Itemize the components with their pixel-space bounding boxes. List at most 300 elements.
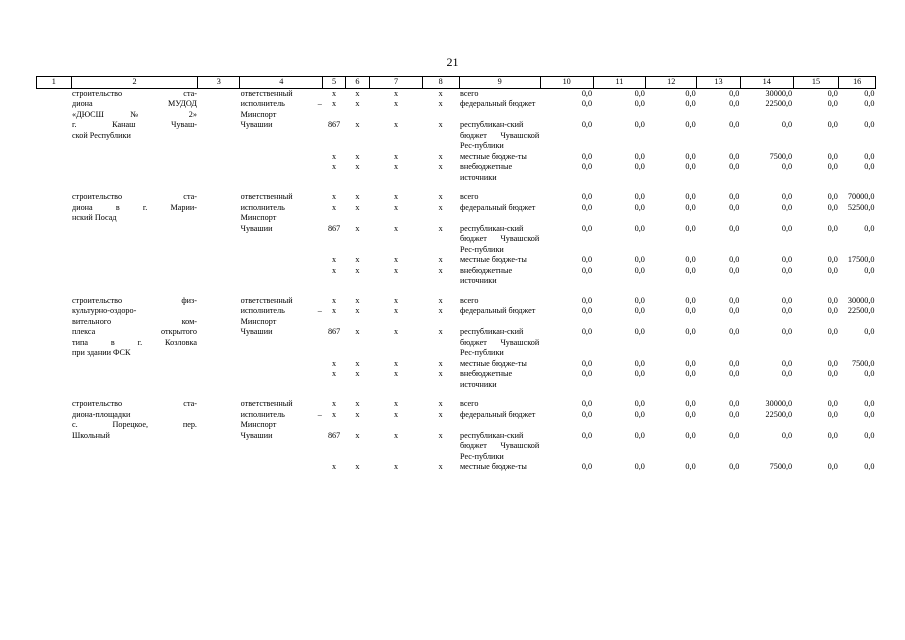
cell-empty — [37, 431, 72, 463]
value-cell: 0,0 — [781, 327, 793, 336]
object-name-line: с. Порецкое, пер. — [72, 420, 197, 429]
value-cell: 0,0 — [729, 88, 740, 98]
value-cell: 0,0 — [827, 88, 838, 98]
code-cell: х — [355, 151, 360, 161]
code-cell: х — [355, 255, 360, 264]
value-cell: 0,0 — [581, 430, 593, 440]
object-name-line: культурно-оздоро- — [72, 306, 137, 315]
value-cell: 0,0 — [581, 192, 593, 201]
code-cell: х — [393, 192, 399, 201]
code-cell: х — [438, 327, 443, 336]
executor-text — [240, 359, 323, 370]
code-cell: х — [393, 162, 399, 171]
cell-empty — [37, 462, 72, 473]
value-cell: 0,0 — [827, 462, 838, 471]
value-cell: 0,0 — [685, 202, 696, 212]
executor-text: Чувашии — [240, 120, 273, 129]
executor-text — [240, 152, 323, 163]
code-cell: х — [393, 306, 399, 315]
funding-source: федеральный бюджет — [460, 99, 536, 108]
executor-text: исполнитель – Минспорт — [240, 99, 322, 119]
cell-empty — [198, 359, 240, 370]
value-cell: 0,0 — [634, 430, 645, 440]
value-cell: 22500,0 — [847, 306, 875, 315]
value-cell: 0,0 — [781, 223, 793, 233]
value-cell: 0,0 — [864, 99, 875, 108]
code-cell: х — [355, 327, 360, 336]
cell-empty — [37, 327, 72, 359]
value-cell: 0,0 — [781, 358, 793, 368]
executor-text — [240, 369, 323, 390]
value-cell: 0,0 — [581, 295, 593, 305]
funding-source: внебюджетные источники — [460, 162, 513, 182]
value-cell: 0,0 — [729, 358, 740, 368]
value-cell: 0,0 — [581, 399, 593, 408]
code-cell: х — [332, 358, 337, 368]
code-cell: х — [393, 409, 399, 419]
value-cell: 0,0 — [827, 306, 838, 315]
cell-empty — [198, 410, 240, 431]
cell-empty — [37, 152, 72, 163]
cell-empty — [37, 410, 72, 431]
code-cell: х — [438, 369, 443, 378]
code-cell: х — [355, 223, 360, 233]
value-cell: 30000,0 — [765, 88, 793, 98]
code-cell: х — [332, 369, 337, 378]
program-table — [36, 76, 876, 473]
code-cell: х — [332, 409, 337, 419]
value-cell: 0,0 — [827, 223, 838, 233]
value-cell: 0,0 — [729, 295, 740, 305]
code-cell: х — [438, 255, 443, 264]
code-cell: х — [332, 151, 337, 161]
value-cell: 0,0 — [781, 265, 793, 275]
cell-empty — [198, 88, 240, 99]
object-name-line: нский Посад — [72, 213, 117, 222]
value-cell: 0,0 — [581, 409, 593, 419]
group-spacer — [37, 183, 876, 192]
code-cell: х — [438, 399, 443, 408]
code-cell: х — [355, 462, 360, 471]
value-cell: 0,0 — [729, 306, 740, 315]
value-cell: 0,0 — [729, 202, 740, 212]
value-cell: 0,0 — [864, 162, 875, 171]
value-cell: 0,0 — [781, 255, 793, 264]
value-cell: 0,0 — [827, 255, 838, 264]
value-cell: 0,0 — [685, 358, 696, 368]
value-cell: 0,0 — [634, 358, 645, 368]
code-cell: х — [438, 409, 443, 419]
value-cell: 0,0 — [685, 120, 696, 129]
executor-text: исполнитель – Минспорт — [240, 306, 322, 326]
value-cell: 0,0 — [864, 151, 875, 161]
group-spacer — [37, 287, 876, 296]
value-cell: 0,0 — [581, 99, 593, 108]
value-cell: 0,0 — [729, 327, 740, 336]
value-cell: 0,0 — [729, 369, 740, 378]
col-header: 7 — [370, 77, 423, 89]
executor-text: исполнитель Минспорт — [240, 202, 285, 222]
value-cell: 0,0 — [729, 99, 740, 108]
value-cell: 0,0 — [864, 462, 875, 471]
value-cell: 0,0 — [781, 430, 793, 440]
value-cell: 0,0 — [634, 369, 645, 378]
value-cell: 0,0 — [781, 162, 793, 171]
funding-source: внебюджетные источники — [460, 369, 513, 389]
object-name-line: ской Республики — [72, 130, 131, 140]
col-header: 4 — [240, 77, 323, 89]
value-cell: 0,0 — [581, 462, 593, 471]
code-cell: х — [355, 409, 360, 419]
value-cell: 0,0 — [827, 430, 838, 440]
code-cell: х — [355, 120, 360, 129]
value-cell: 0,0 — [729, 265, 740, 275]
code-cell: х — [393, 120, 399, 129]
value-cell: 0,0 — [685, 255, 696, 264]
code-cell: х — [393, 327, 399, 336]
executor-text — [240, 255, 323, 266]
object-name-line — [71, 399, 198, 473]
value-cell: 0,0 — [827, 409, 838, 419]
value-cell: 0,0 — [781, 306, 793, 315]
value-cell: 0,0 — [781, 120, 793, 129]
code-cell: 867 — [327, 120, 341, 129]
cell-empty — [37, 162, 72, 183]
cell-empty — [37, 255, 72, 266]
value-cell: 0,0 — [781, 202, 793, 212]
object-name-line: строительство ста- — [72, 399, 197, 408]
code-cell: х — [438, 265, 443, 275]
code-cell: х — [438, 295, 443, 305]
col-header: 12 — [646, 77, 697, 89]
code-cell: х — [355, 306, 360, 315]
code-cell: х — [332, 306, 337, 315]
value-cell: 0,0 — [634, 409, 645, 419]
object-name-line: строительство физ- — [72, 295, 197, 305]
funding-source: местные бюдже-ты — [460, 255, 527, 264]
cell-empty — [198, 162, 240, 183]
funding-source: республикан-ский бюджет Чувашской Рес-публики — [460, 430, 540, 461]
cell-empty — [198, 266, 240, 287]
code-cell: х — [332, 202, 337, 212]
value-cell: 7500,0 — [769, 462, 793, 471]
code-cell: х — [332, 265, 337, 275]
code-cell: х — [355, 369, 360, 378]
value-cell: 0,0 — [634, 99, 645, 108]
code-cell: х — [393, 399, 399, 408]
value-cell: 0,0 — [729, 409, 740, 419]
value-cell: 0,0 — [581, 358, 593, 368]
value-cell: 0,0 — [827, 192, 838, 201]
object-name-line: при здании ФСК — [72, 348, 131, 357]
cell-empty — [198, 462, 240, 473]
col-header: 13 — [697, 77, 741, 89]
cell-empty — [37, 224, 72, 256]
executor-text: ответственный — [240, 295, 293, 305]
code-cell: х — [438, 462, 443, 471]
code-cell: х — [393, 369, 399, 378]
code-cell: х — [438, 202, 443, 212]
value-cell: 0,0 — [685, 462, 696, 471]
code-cell: х — [438, 162, 443, 171]
value-cell: 0,0 — [827, 327, 838, 336]
value-cell: 0,0 — [729, 151, 740, 161]
code-cell: х — [332, 88, 337, 98]
funding-source: местные бюдже-ты — [460, 358, 527, 368]
table-row — [37, 192, 876, 203]
value-cell: 0,0 — [634, 162, 645, 171]
code-cell: х — [332, 399, 337, 408]
value-cell: 0,0 — [581, 265, 593, 275]
value-cell: 0,0 — [685, 162, 696, 171]
value-cell: 0,0 — [864, 88, 875, 98]
cell-empty — [198, 152, 240, 163]
cell-empty — [198, 306, 240, 327]
object-name-line: Школьный — [72, 430, 110, 440]
value-cell: 0,0 — [685, 430, 696, 440]
code-cell: 867 — [327, 223, 341, 233]
value-cell: 0,0 — [685, 295, 696, 305]
executor-text: исполнитель – Минспорт — [240, 409, 322, 429]
object-name-line — [71, 88, 198, 183]
cell-empty — [198, 255, 240, 266]
funding-source: всего — [460, 295, 479, 305]
funding-source: республикан-ский бюджет Чувашской Рес-публики — [460, 327, 540, 357]
value-cell: 0,0 — [864, 120, 875, 129]
value-cell: 0,0 — [864, 369, 875, 378]
object-name-line: г. Канаш Чуваш- — [72, 120, 197, 129]
value-cell: 0,0 — [634, 255, 645, 264]
col-header: 15 — [793, 77, 839, 89]
cell-empty — [37, 203, 72, 224]
cell-empty — [198, 431, 240, 463]
executor-text — [240, 462, 323, 473]
value-cell: 0,0 — [634, 295, 645, 305]
object-name-line: диона в г. Марии- — [72, 202, 197, 212]
value-cell: 0,0 — [864, 265, 875, 275]
cell-empty — [198, 120, 240, 152]
value-cell: 0,0 — [827, 358, 838, 368]
value-cell: 7500,0 — [769, 151, 793, 161]
code-cell: х — [438, 192, 443, 201]
value-cell: 52500,0 — [847, 202, 875, 212]
executor-text — [240, 266, 323, 287]
object-name-line: «ДЮСШ № 2» — [72, 109, 197, 119]
value-cell: 0,0 — [827, 399, 838, 408]
object-name-line: строительство ста- — [72, 88, 197, 98]
code-cell: х — [393, 202, 399, 212]
cell-empty — [198, 192, 240, 203]
value-cell: 0,0 — [864, 409, 875, 419]
value-cell: 0,0 — [634, 327, 645, 336]
code-cell: х — [438, 430, 443, 440]
code-cell: х — [355, 192, 360, 201]
executor-text: ответственный — [240, 399, 293, 408]
value-cell: 0,0 — [634, 88, 645, 98]
value-cell: 70000,0 — [847, 192, 875, 201]
value-cell: 0,0 — [781, 295, 793, 305]
executor-text: Чувашии — [240, 327, 273, 336]
code-cell: х — [393, 265, 399, 275]
cell-empty — [198, 224, 240, 256]
value-cell: 0,0 — [864, 430, 875, 440]
code-cell: х — [393, 358, 399, 368]
funding-source: всего — [460, 88, 479, 98]
funding-source: федеральный бюджет — [460, 202, 536, 212]
code-cell: х — [332, 295, 337, 305]
value-cell: 0,0 — [634, 462, 645, 471]
value-cell: 22500,0 — [765, 99, 793, 108]
funding-source: республикан-ский бюджет Чувашской Рес-публики — [460, 120, 540, 150]
value-cell: 0,0 — [685, 88, 696, 98]
code-cell: х — [355, 88, 360, 98]
value-cell: 0,0 — [827, 295, 838, 305]
value-cell: 30000,0 — [847, 295, 875, 305]
value-cell: 0,0 — [634, 265, 645, 275]
value-cell: 0,0 — [729, 223, 740, 233]
code-cell: 867 — [327, 327, 341, 336]
value-cell: 0,0 — [781, 192, 793, 201]
code-cell: х — [355, 265, 360, 275]
value-cell: 0,0 — [729, 255, 740, 264]
code-cell: х — [332, 192, 337, 201]
code-cell: х — [393, 295, 399, 305]
value-cell: 0,0 — [729, 399, 740, 408]
object-name-line: строительство ста- — [72, 192, 197, 201]
code-cell: х — [438, 151, 443, 161]
code-cell: х — [332, 99, 337, 108]
object-name-line: вительного ком- — [72, 316, 197, 326]
executor-text — [240, 162, 323, 183]
value-cell: 0,0 — [581, 88, 593, 98]
value-cell: 0,0 — [581, 255, 593, 264]
value-cell: 0,0 — [864, 223, 875, 233]
code-cell: х — [393, 462, 399, 471]
group-spacer — [37, 390, 876, 399]
value-cell: 0,0 — [685, 409, 696, 419]
col-header: 14 — [740, 77, 793, 89]
value-cell: 0,0 — [634, 399, 645, 408]
code-cell: х — [355, 358, 360, 368]
cell-empty — [37, 306, 72, 327]
cell-empty — [198, 327, 240, 359]
value-cell: 0,0 — [729, 192, 740, 201]
cell-empty — [37, 120, 72, 152]
value-cell: 0,0 — [781, 369, 793, 378]
funding-source: внебюджетные источники — [460, 265, 513, 285]
value-cell: 0,0 — [729, 120, 740, 129]
code-cell: х — [393, 99, 399, 108]
code-cell: х — [393, 223, 399, 233]
value-cell: 0,0 — [827, 369, 838, 378]
value-cell: 0,0 — [634, 223, 645, 233]
value-cell: 0,0 — [634, 151, 645, 161]
value-cell: 0,0 — [634, 120, 645, 129]
code-cell: х — [355, 295, 360, 305]
code-cell: х — [332, 255, 337, 264]
code-cell: х — [355, 430, 360, 440]
value-cell: 0,0 — [685, 399, 696, 408]
value-cell: 22500,0 — [765, 409, 793, 419]
code-cell: х — [438, 358, 443, 368]
value-cell: 0,0 — [634, 192, 645, 201]
cell-empty — [37, 296, 72, 307]
cell-empty — [198, 99, 240, 120]
table-body — [37, 88, 876, 473]
executor-text: Чувашии — [240, 430, 273, 440]
executor-text: ответственный — [240, 192, 293, 201]
value-cell: 0,0 — [827, 202, 838, 212]
value-cell: 0,0 — [581, 202, 593, 212]
funding-source: федеральный бюджет — [460, 409, 536, 419]
funding-source: местные бюдже-ты — [460, 151, 527, 161]
col-header: 8 — [422, 77, 459, 89]
value-cell: 0,0 — [827, 162, 838, 171]
value-cell: 0,0 — [581, 162, 593, 171]
object-name-line: диона-площадки — [72, 409, 131, 419]
spacer-cell — [37, 183, 876, 192]
value-cell: 0,0 — [685, 99, 696, 108]
object-name-line — [71, 296, 198, 391]
col-header: 16 — [839, 77, 876, 89]
value-cell: 7500,0 — [851, 358, 875, 368]
cell-empty — [37, 88, 72, 99]
value-cell: 0,0 — [729, 162, 740, 171]
object-name-line: плекса открытого — [72, 327, 197, 336]
spacer-cell — [37, 287, 876, 296]
value-cell: 0,0 — [634, 306, 645, 315]
value-cell: 30000,0 — [765, 399, 793, 408]
value-cell: 0,0 — [685, 265, 696, 275]
code-cell: х — [355, 162, 360, 171]
code-cell: х — [393, 430, 399, 440]
value-cell: 0,0 — [581, 151, 593, 161]
code-cell: х — [438, 120, 443, 129]
value-cell: 0,0 — [729, 462, 740, 471]
value-cell: 0,0 — [581, 369, 593, 378]
code-cell: х — [332, 462, 337, 471]
cell-empty — [198, 203, 240, 224]
value-cell: 0,0 — [685, 369, 696, 378]
value-cell: 0,0 — [685, 223, 696, 233]
value-cell: 0,0 — [827, 151, 838, 161]
code-cell: х — [393, 88, 399, 98]
table-row — [37, 296, 876, 307]
funding-source: республикан-ский бюджет Чувашской Рес-публики — [460, 223, 540, 254]
col-header: 3 — [198, 77, 240, 89]
value-cell: 0,0 — [581, 223, 593, 233]
value-cell: 0,0 — [729, 430, 740, 440]
code-cell: х — [438, 306, 443, 315]
col-header: 5 — [323, 77, 345, 89]
funding-source: всего — [460, 192, 479, 201]
value-cell: 0,0 — [827, 99, 838, 108]
value-cell: 0,0 — [581, 306, 593, 315]
value-cell: 0,0 — [685, 151, 696, 161]
code-cell: 867 — [327, 430, 341, 440]
header-row — [37, 77, 876, 89]
funding-source: местные бюдже-ты — [460, 462, 527, 471]
funding-source: федеральный бюджет — [460, 306, 536, 315]
value-cell: 17500,0 — [847, 255, 875, 264]
col-header: 6 — [345, 77, 369, 89]
cell-empty — [37, 192, 72, 203]
cell-empty — [37, 359, 72, 370]
cell-empty — [198, 296, 240, 307]
code-cell: х — [438, 223, 443, 233]
col-header: 2 — [71, 77, 198, 89]
cell-empty — [37, 99, 72, 120]
